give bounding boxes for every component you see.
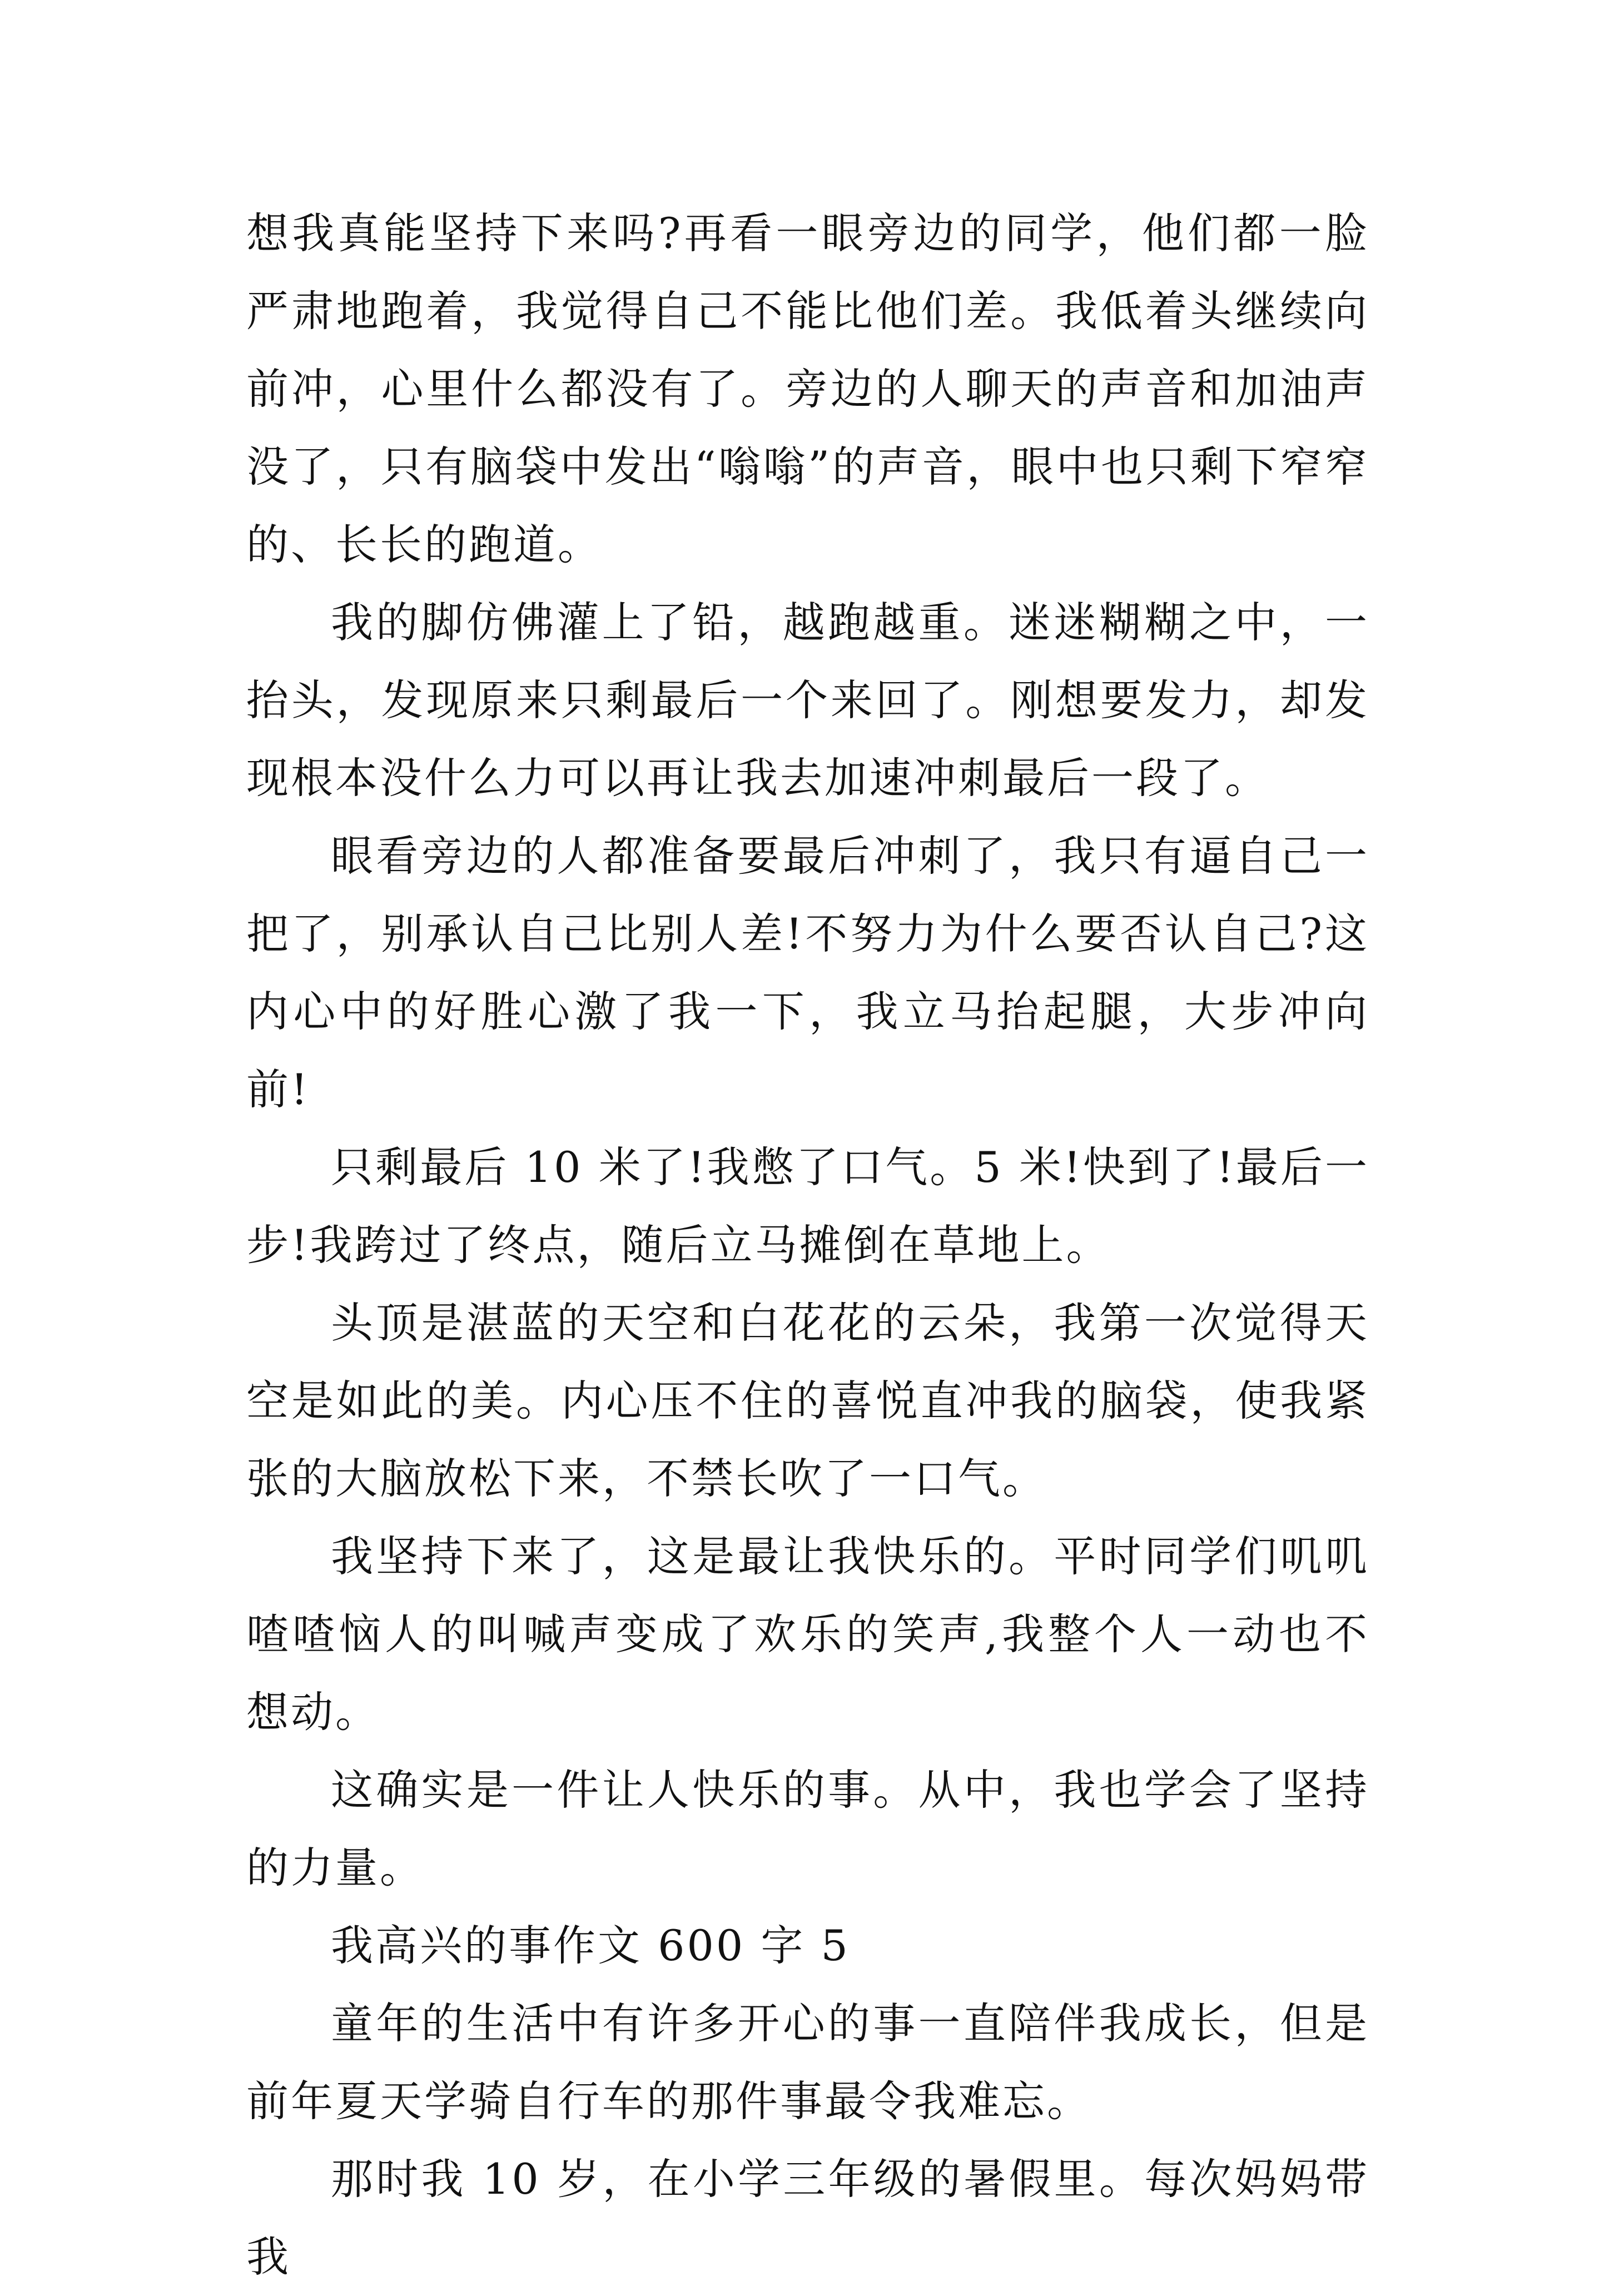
paragraph-7: 这确实是一件让人快乐的事。从中，我也学会了坚持的力量。 [246,1765,1369,1892]
paragraph-9: 那时我 10 岁，在小学三年级的暑假里。每次妈妈带我 [246,2154,1369,2282]
paragraph-4: 只剩最后 10 米了!我憋了口气。5 米!快到了!最后一步!我跨过了终点，随后立马摊倒在草地上。 [246,1142,1369,1270]
paragraph-8: 童年的生活中有许多开心的事一直陪伴我成长，但是前年夏天学骑自行车的那件事最令我难忘。 [246,1999,1369,2126]
paragraph-2: 我的脚仿佛灌上了铅，越跑越重。迷迷糊糊之中，一抬头，发现原来只剩最后一个来回了。刚想要发力，却发现根本没什么力可以再让我去加速冲刺最后一段了。 [246,598,1369,803]
paragraph-3: 眼看旁边的人都准备要最后冲刺了，我只有逼自己一把了，别承认自己比别人差!不努力为什么要否认自己?这内心中的好胜心激了我一下，我立马抬起腿，大步冲向前! [246,831,1369,1114]
paragraph-5: 头顶是湛蓝的天空和白花花的云朵，我第一次觉得天空是如此的美。内心压不住的喜悦直冲我的脑袋，使我紧张的大脑放松下来，不禁长吹了一口气。 [246,1298,1369,1503]
paragraph-1: 想我真能坚持下来吗?再看一眼旁边的同学，他们都一脸严肃地跑着，我觉得自己不能比他们差。我低着头继续向前冲，心里什么都没有了。旁边的人聊天的声音和加油声没了，只有脑袋中发出“嗡嗡”的声音，眼中也只剩下窄窄的、长长的跑道。 [246,208,1369,569]
essay-title: 我高兴的事作文 600 字 5 [331,1921,850,1970]
essay-body [246,195,1369,2296]
paragraph-6: 我坚持下来了，这是最让我快乐的。平时同学们叽叽喳喳恼人的叫喊声变成了欢乐的笑声,我整个人一动也不想动。 [246,1532,1369,1737]
